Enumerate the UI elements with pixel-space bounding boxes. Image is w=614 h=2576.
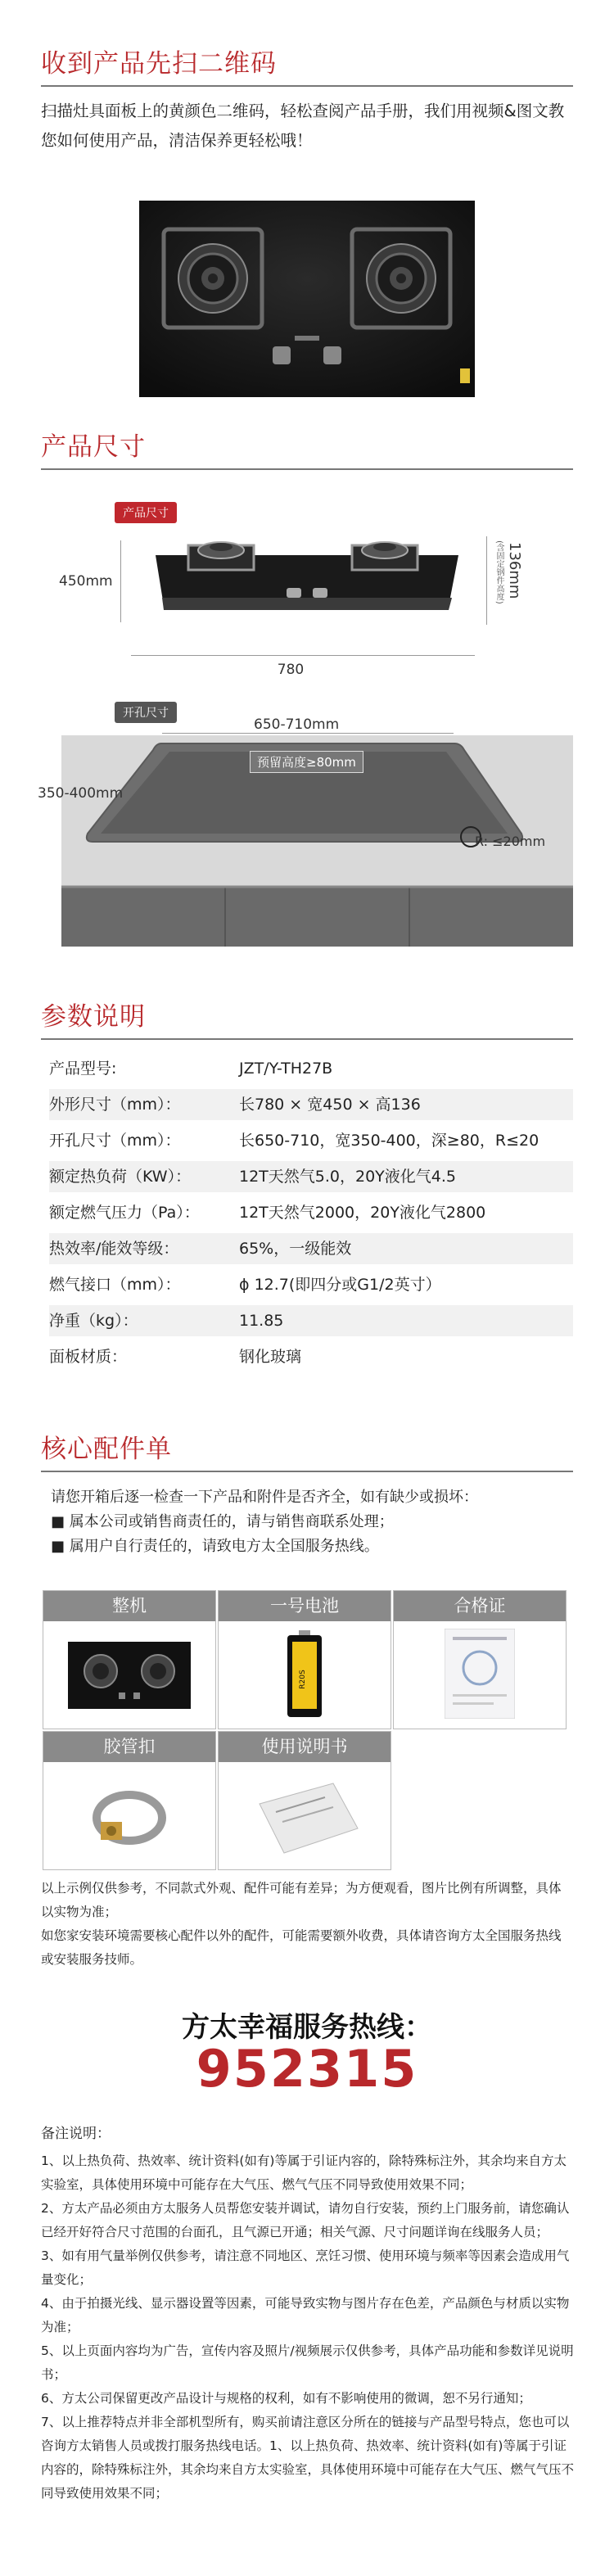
spec-key: 热效率/能效等级： [49,1240,179,1258]
battery-icon [284,1630,325,1720]
remark-item: 1、以上热负荷、热效率、统计资料(如有)等属于引证内容的，除特殊标注外，其余均来自方太实验室，具体使用环境中可能存在大气压、燃气气压不同导致使用效果不同； [41,2153,567,2192]
battery-label: R20S [299,1670,307,1689]
remark-item: 3、如有用气量举例仅供参考，请注意不同地区、烹饪习惯、使用环境与频率等因素会造成用气量变化； [41,2248,570,2287]
part-cell-manual [218,1731,391,1870]
spec-key: 开孔尺寸（mm）： [49,1132,181,1150]
clearance-label: 预留高度≥80mm [250,751,363,773]
spec-row [49,1053,573,1084]
remark-item: 2、方太产品必须由方太服务人员帮您安装并调试，请勿自行安装，预约上门服务前，请您确认已经开好符合尺寸范围的台面孔，且气源已开通；相关气源、尺寸问题详询在线服务人员； [41,2201,570,2239]
spec-value: 长780 × 宽450 × 高136 [239,1096,421,1114]
spec-row [49,1269,573,1300]
cutout-width-line [162,733,454,734]
section-title-parts: 核心配件单 [41,1435,172,1464]
spec-row [49,1233,573,1264]
spec-key: 外形尺寸（mm）： [49,1096,181,1114]
spec-value: 长650-710，宽350-400，深≥80，R≤20 [239,1132,540,1150]
spec-row [49,1089,573,1120]
radius-label: R: ≤20mm [475,834,546,849]
spec-row [49,1197,573,1228]
cutout-width: 650-710mm [254,716,340,733]
hose-clamp-icon [84,1781,174,1855]
section-divider [41,85,573,87]
part-label: 整机 [43,1591,215,1621]
parts-note-1: 以上示例仅供参考，不同款式外观、配件可能有差异；为方便观看，图片比例有所调整，具体以实物为准； [41,1881,562,1919]
hotline-title: 方太幸福服务热线： [182,2011,432,2044]
spec-value: 12T天然气5.0，20Y液化气4.5 [239,1168,456,1186]
remarks-title: 备注说明： [41,2126,111,2142]
certificate-icon [445,1629,515,1719]
spec-key: 燃气接口（mm）： [49,1276,181,1294]
parts-line-2: ■ 属本公司或销售商责任的，请与销售商联系处理； [51,1513,394,1530]
section-divider [41,1038,573,1040]
parts-line-3: ■ 属用户自行责任的，请致电方太全国服务热线。 [51,1538,379,1555]
hotline-number: 952315 [196,2039,418,2099]
section-title-size: 产品尺寸 [41,432,146,462]
depth-line [120,540,121,622]
remark-item: 6、方太公司保留更改产品设计与规格的权利，如有不影响使用的微调，恕不另行通知； [41,2391,531,2406]
height-line [486,536,487,625]
remark-item: 7、以上推荐特点并非全部机型所有，购买前请注意区分所在的链接与产品型号特点，您也可以咨询方太销售人员或拨打服务热线电话。1、以上热负荷、热效率、统计资料(如有)等属于引证内容的，除特殊标注外，其余均来自方太实验室，具体使用环境中可能存在大气压、燃气气压不同导致使用效果不同； [41,2415,575,2501]
spec-value: 钢化玻璃 [239,1348,302,1366]
section-title-qr: 收到产品先扫二维码 [41,49,277,79]
parts-note-2: 如您家安装环境需要核心配件以外的配件，可能需要额外收费，具体请咨询方太全国服务热线或安装服务技师。 [41,1928,562,1967]
stove-top-photo [139,201,475,397]
manual-icon [243,1779,366,1861]
part-label: 合格证 [394,1591,566,1621]
part-cell-hose-clamp [43,1731,216,1870]
spec-value: 11.85 [239,1312,284,1330]
height-note: (含固定钢件高度) [494,540,503,604]
remark-item: 5、以上页面内容均为广告，宣传内容及照片/视频展示仅供参考，具体产品功能和参数详见说明书； [41,2343,574,2382]
height-dimension: 136mm [506,542,523,599]
part-label: 使用说明书 [219,1732,391,1762]
spec-key: 产品型号: [49,1060,117,1078]
spec-value: 12T天然气2000，20Y液化气2800 [239,1204,486,1222]
spec-value: 65%，一级能效 [239,1240,352,1258]
remark-item: 4、由于拍摄光线、显示器设置等因素，可能导致实物与图片存在色差，产品颜色与材质以实物为准； [41,2296,570,2334]
parts-line-3-text: 属用户自行责任的，请致电方太全国服务热线。 [69,1538,379,1555]
width-dimension: 780 [277,662,305,678]
parts-check-text: 请您开箱后逐一检查一下产品和附件是否齐全，如有缺少或损坏： [51,1489,478,1506]
stove-side-photo [131,532,475,622]
part-cell-battery [218,1590,391,1729]
section-title-params: 参数说明 [41,1002,146,1032]
width-line [131,655,475,656]
depth-dimension: 450mm [59,573,113,590]
spec-row [49,1305,573,1336]
product-size-tag: 产品尺寸 [115,502,177,523]
spec-row [49,1125,573,1156]
section-divider [41,468,573,470]
spec-row [49,1161,573,1192]
spec-key: 额定燃气压力（Pa）： [49,1204,200,1222]
cutout-size-tag: 开孔尺寸 [115,702,177,723]
section-divider [41,1471,573,1472]
parts-line-2-text: 属本公司或销售商责任的，请与销售商联系处理； [69,1513,394,1530]
spec-key: 额定热负荷（KW）： [49,1168,192,1186]
qr-intro-text: 扫描灶具面板上的黄颜色二维码，轻松查阅产品手册，我们用视频&图文教您如何使用产品，清洁保养更轻松哦！ [41,102,565,150]
part-label: 一号电池 [219,1591,391,1621]
stove-thumbnail [68,1642,191,1709]
spec-row [49,1341,573,1372]
spec-key: 面板材质： [49,1348,128,1366]
cutout-depth: 350-400mm [38,785,124,802]
part-cell-stove [43,1590,216,1729]
spec-key: 净重（kg）： [49,1312,138,1330]
remarks-block [41,2122,575,2506]
part-label: 胶管扣 [43,1732,215,1762]
part-cell-certificate [393,1590,567,1729]
spec-value: JZT/Y-TH27B [239,1060,333,1078]
spec-value: ϕ 12.7(即四分或G1/2英寸） [239,1276,441,1294]
